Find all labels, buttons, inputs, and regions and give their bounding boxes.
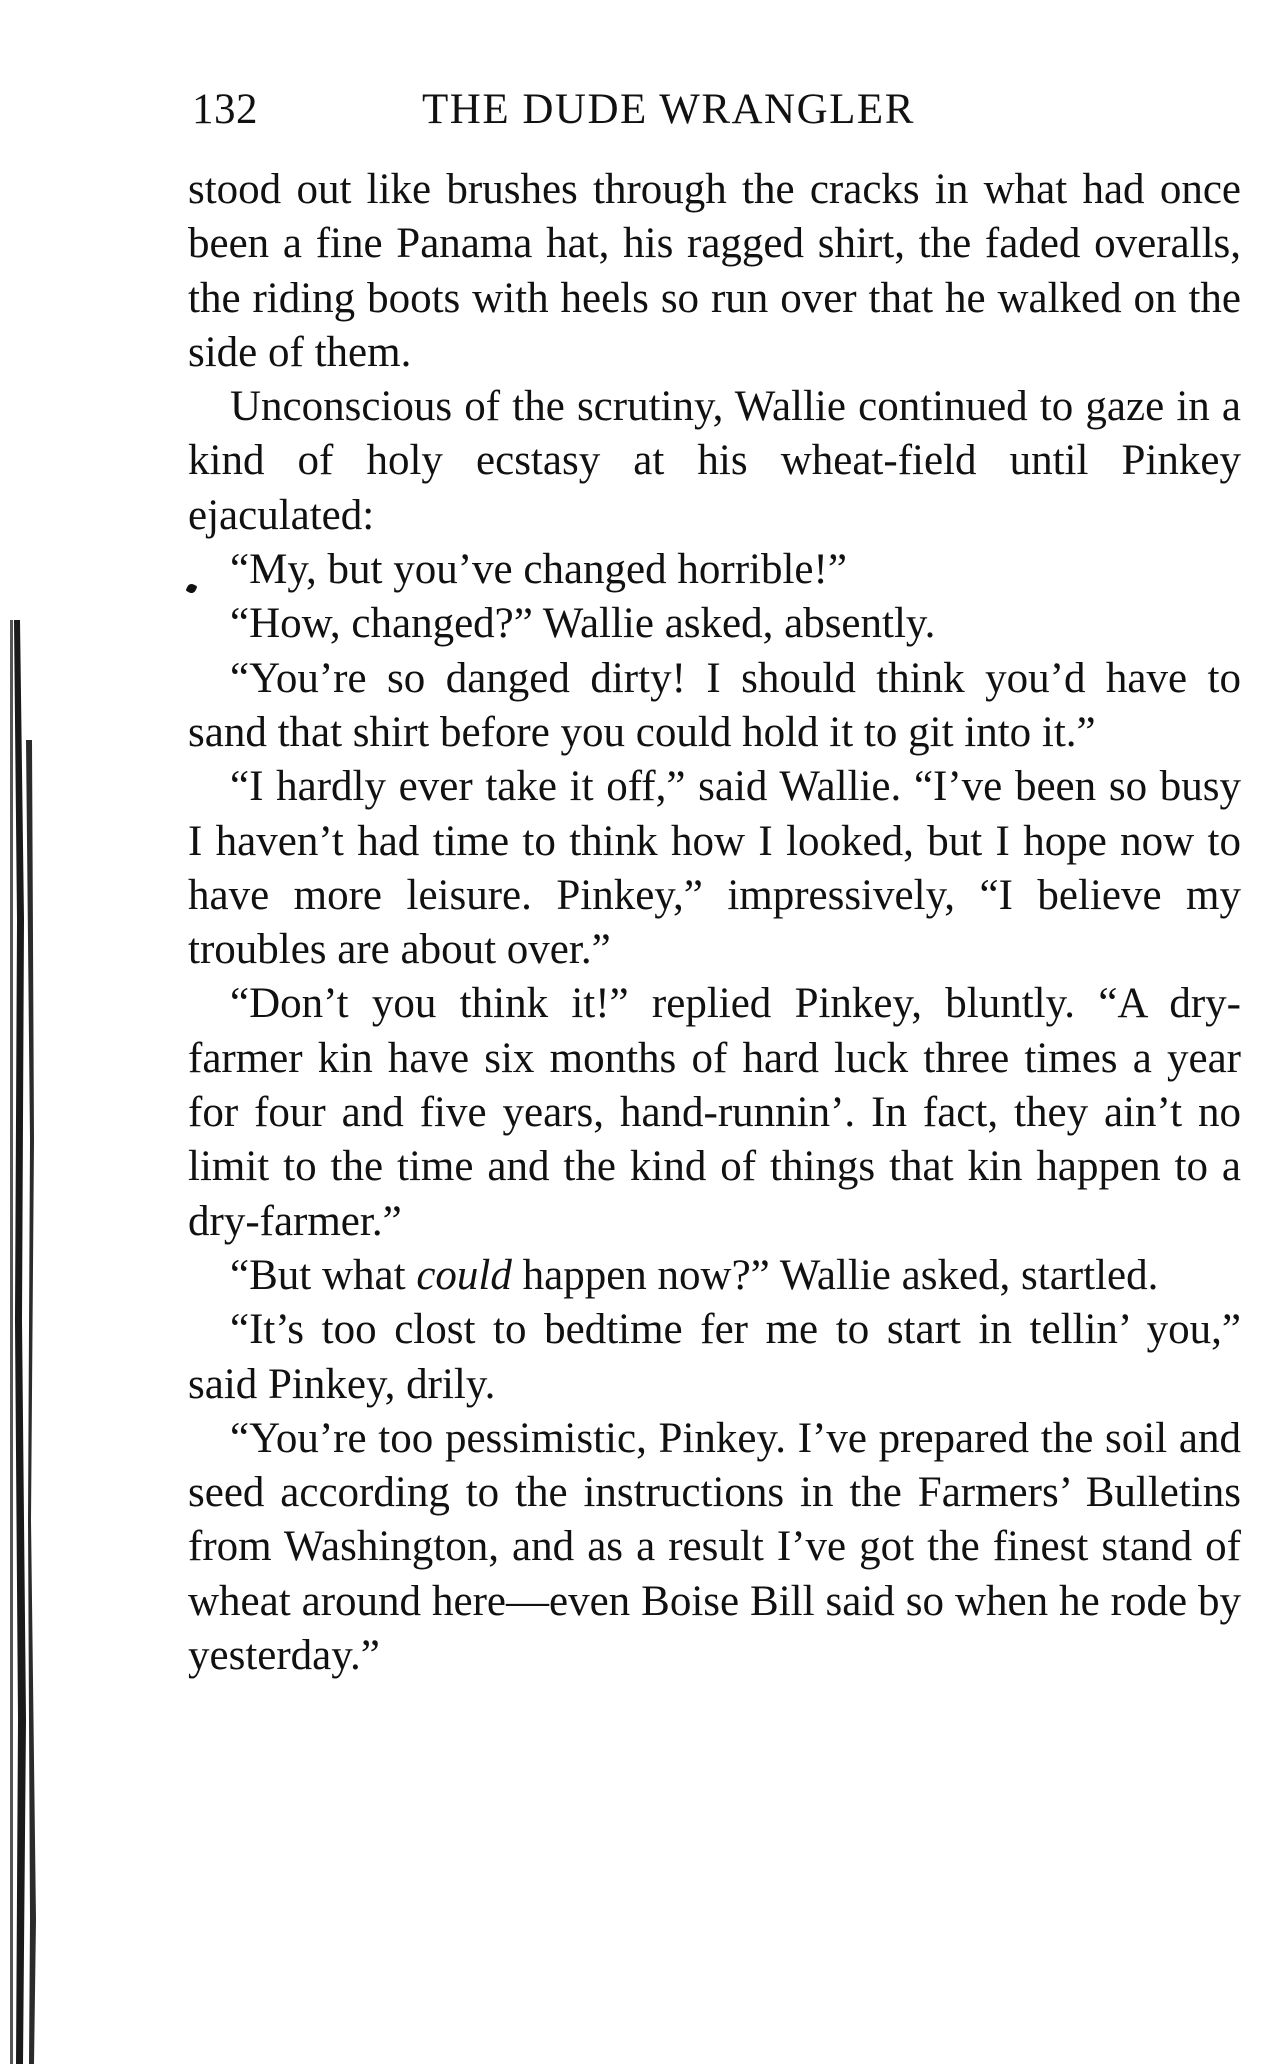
paragraph: “How, changed?” Wallie asked, absently. — [230, 600, 936, 648]
paragraph: “I hardly ever take it off,” said Wallie. “I’ve been so busy I haven’t had time to think how I looked, but I hope now to have more leisure. Pinkey,” impressively, “I believe my troubles are about over.” — [188, 763, 1241, 974]
page-number: 132 — [192, 86, 258, 133]
paragraph: “You’re too pessimistic, Pinkey. I’ve prepared the soil and seed according to the instructions in the Farmers’ Bulletins from Washington, and as a result I’ve got the finest stand of wheat around here—even Boise Bill said so when he rode by yesterday.” — [188, 1414, 1241, 1680]
paragraph: “Don’t you think it!” replied Pinkey, bluntly. “A dry-farmer kin have six months of hard luck three times a year for four and five years, hand-runnin’. In fact, they ain’t no limit to the time and the kind of things that kin happen to a dry-farmer.” — [188, 980, 1241, 1245]
body-text — [188, 163, 1241, 1683]
paragraph — [188, 1249, 1241, 1303]
paragraph: “You’re so danged dirty! I should think you’d have to sand that shirt before you could hold it to git into it.” — [188, 654, 1241, 756]
paragraph: Unconscious of the scrutiny, Wallie continued to gaze in a kind of holy ecstasy at his wheat-field until Pinkey ejaculated: — [188, 383, 1241, 539]
paragraph: “It’s too clost to bedtime fer me to start in tellin’ you,” said Pinkey, drily. — [188, 1306, 1241, 1408]
emphasis-text: could — [416, 1251, 512, 1299]
binding-shadow — [10, 620, 50, 2064]
book-title: THE DUDE WRANGLER — [422, 86, 915, 133]
paragraph: stood out like brushes through the cracks in what had once been a fine Panama hat, his ragged shirt, the faded overalls, the riding boots with heels so run over that he walked on the side of them. — [188, 166, 1241, 376]
paragraph-text: “But what — [230, 1251, 417, 1299]
paragraph: “My, but you’ve changed horrible!” — [230, 546, 847, 594]
paragraph-text: happen now?” Wallie asked, startled. — [511, 1251, 1159, 1299]
running-head — [192, 82, 1242, 138]
